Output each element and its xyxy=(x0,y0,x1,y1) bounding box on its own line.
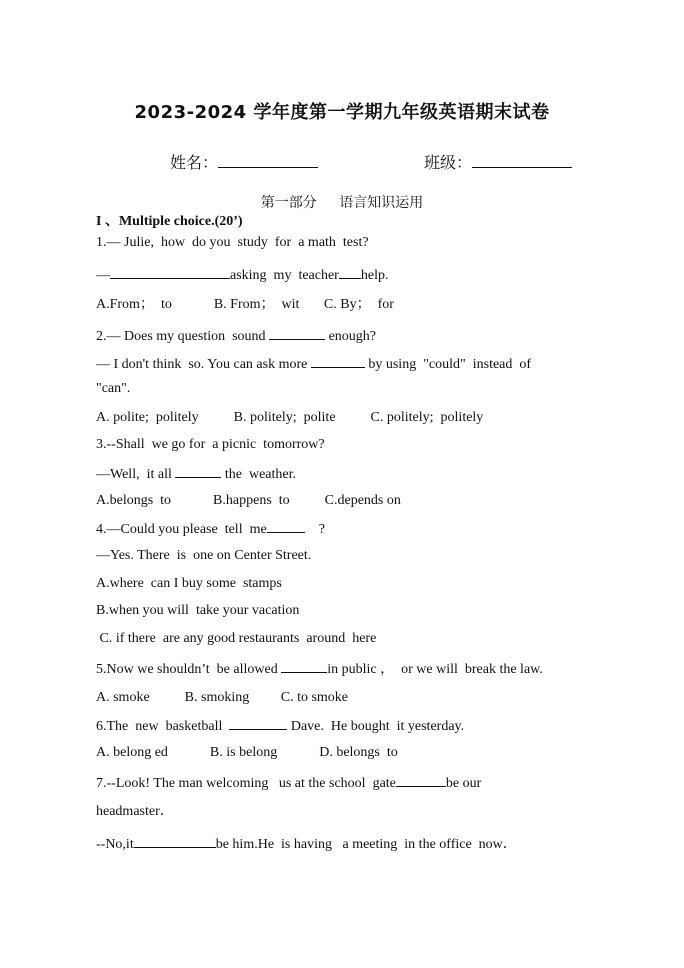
q1-blank-2[interactable] xyxy=(339,264,361,279)
q1-answer-text: asking my teacher xyxy=(230,268,339,283)
q4-option-a: A.where can I buy some stamps xyxy=(96,576,282,591)
section-title: 第一部分 语言知识运用 xyxy=(260,195,424,211)
q7-text-start: 7.--Look! The man welcoming us at the school gate xyxy=(96,776,396,791)
q2-reply-end: by using "could" instead of xyxy=(364,357,532,372)
q6-text-end: Dave. He bought it yesterday. xyxy=(287,719,465,734)
name-blank[interactable] xyxy=(218,153,318,168)
class-field[interactable] xyxy=(424,150,572,173)
q7-reply-blank[interactable] xyxy=(134,833,216,848)
q3-text: 3.--Shall we go for a picnic tomorrow? xyxy=(96,437,325,452)
q2-text-end: enough? xyxy=(325,329,376,344)
q5-text-start: 5.Now we shouldn’t be allowed xyxy=(96,662,282,677)
q1-answer-end: help. xyxy=(360,268,389,283)
q7-blank[interactable] xyxy=(396,772,446,787)
q7-reply-start: --No,it xyxy=(96,837,134,852)
q6-blank[interactable] xyxy=(229,715,287,730)
q5-options: A. smoke B. smoking C. to smoke xyxy=(96,690,349,705)
q1-options: A.From； to B. From； wit C. By； for xyxy=(96,297,394,312)
q1-dash: — xyxy=(96,268,110,283)
q2-reply-start: — I don't think so. You can ask more xyxy=(96,357,311,372)
q2-reply xyxy=(96,353,531,375)
q4-text-start: 4.—Could you please tell me xyxy=(96,522,267,537)
q2-reply-blank[interactable] xyxy=(311,353,365,368)
q4-text-end: ? xyxy=(304,522,325,537)
q4-text xyxy=(96,518,325,540)
q1-text: 1.— Julie, how do you study for a math test? xyxy=(96,235,369,250)
student-info-row xyxy=(0,150,684,174)
class-label: 班级： xyxy=(424,153,473,172)
q6-text xyxy=(96,715,464,737)
q2-reply-continued: "can". xyxy=(96,381,131,396)
q3-reply xyxy=(96,463,296,485)
q3-reply-end: the weather. xyxy=(221,467,296,482)
q4-reply: —Yes. There is one on Center Street. xyxy=(96,548,312,563)
name-label: 姓名： xyxy=(170,153,219,172)
q4-option-b: B.when you will take your vacation xyxy=(96,603,300,618)
q5-blank[interactable] xyxy=(281,658,327,673)
q2-options: A. polite; politely B. politely; polite C. politely; politely xyxy=(96,410,484,425)
q6-options: A. belong ed B. is belong D. belongs to xyxy=(96,745,398,760)
q2-text xyxy=(96,325,376,347)
q4-blank[interactable] xyxy=(267,518,305,533)
class-blank[interactable] xyxy=(472,153,572,168)
q6-text-start: 6.The new basketball xyxy=(96,719,230,734)
name-field[interactable] xyxy=(170,150,318,173)
q3-reply-start: —Well, it all xyxy=(96,467,176,482)
q3-options: A.belongs to B.happens to C.depends on xyxy=(96,493,401,508)
q7-reply xyxy=(96,833,517,855)
q7-text-continued: headmaster． xyxy=(96,804,174,819)
q7-text xyxy=(96,772,481,794)
q7-reply-end: be him.He is having a meeting in the office now． xyxy=(215,837,517,852)
exam-title: 2023-2024 学年度第一学期九年级英语期末试卷 xyxy=(134,102,550,123)
q2-text-start: 2.— Does my question sound xyxy=(96,329,270,344)
q5-text-end: in public ， or we will break the law. xyxy=(327,662,543,677)
q2-blank[interactable] xyxy=(269,325,325,340)
q5-text xyxy=(96,658,543,680)
q3-blank[interactable] xyxy=(175,463,221,478)
q1-blank-1[interactable] xyxy=(110,264,230,279)
q7-text-end: be our xyxy=(445,776,482,791)
q1-answer-line xyxy=(96,264,388,286)
q4-option-c: C. if there are any good restaurants around here xyxy=(96,631,377,646)
part-heading: I 、Multiple choice.(20’) xyxy=(96,214,243,229)
